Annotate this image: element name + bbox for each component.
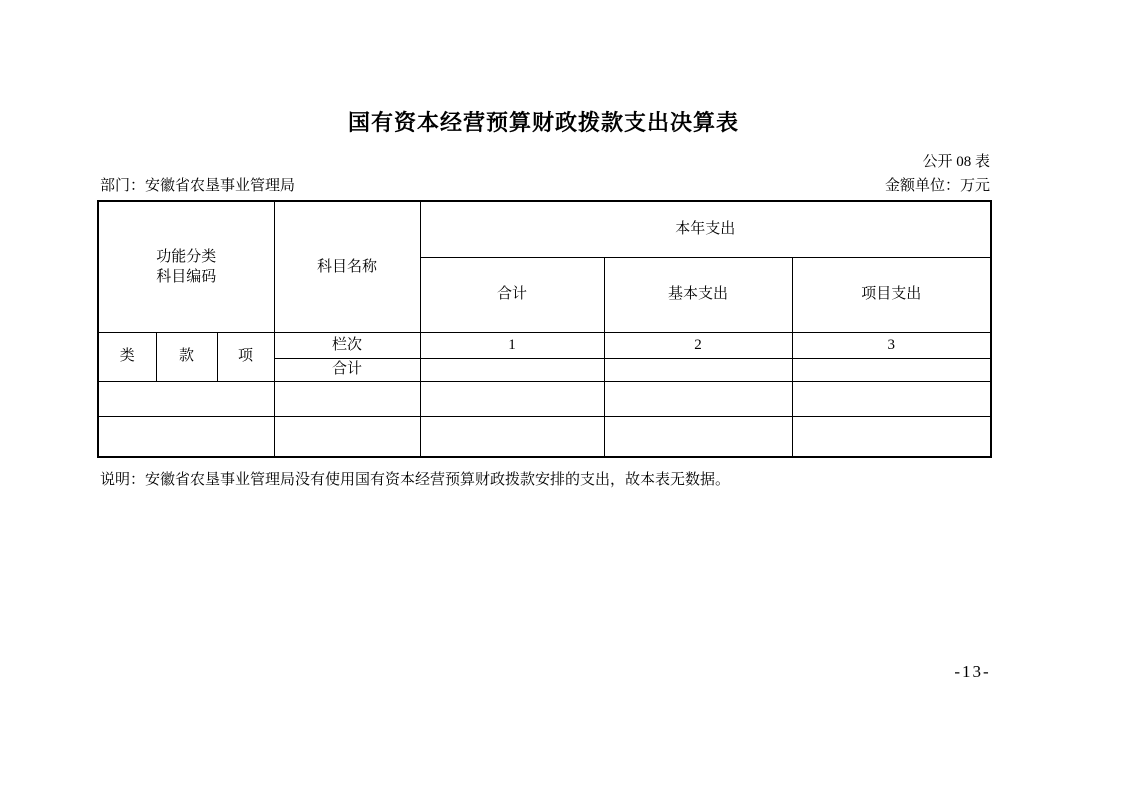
cell-project: 3 — [792, 332, 991, 358]
meta-line — [100, 174, 990, 195]
code-col-lei: 类 — [98, 332, 156, 381]
cell-basic: 2 — [604, 332, 792, 358]
page-number: -13- — [954, 662, 991, 681]
cell-total: 1 — [420, 332, 604, 358]
cell-basic — [604, 358, 792, 381]
header-project: 项目支出 — [792, 257, 991, 332]
row-label: 合计 — [274, 358, 420, 381]
row-label — [274, 416, 420, 457]
explanatory-note: 说明：安徽省农垦事业管理局没有使用国有资本经营预算财政拨款安排的支出，故本表无数据。 — [100, 472, 731, 488]
cell-func-code — [98, 416, 274, 457]
cell-basic — [604, 381, 792, 416]
code-col-kuan: 款 — [156, 332, 217, 381]
code-col-xiang: 项 — [217, 332, 274, 381]
cell-project — [792, 358, 991, 381]
cell-total — [420, 381, 604, 416]
header-basic: 基本支出 — [604, 257, 792, 332]
row-label: 栏次 — [274, 332, 420, 358]
table-row-lanci — [98, 332, 991, 358]
cell-project — [792, 381, 991, 416]
row-label — [274, 381, 420, 416]
cell-total — [420, 358, 604, 381]
header-func-code-line1: 功能分类 — [156, 248, 217, 265]
header-current-year: 本年支出 — [420, 201, 991, 257]
department-label: 部门：安徽省农垦事业管理局 — [100, 178, 296, 194]
budget-table — [97, 200, 992, 458]
cell-func-code — [98, 381, 274, 416]
table-row-empty-2 — [98, 416, 991, 457]
unit-label: 金额单位：万元 — [884, 178, 990, 194]
report-title: 国有资本经营预算财政拨款支出决算表 — [347, 110, 739, 135]
header-func-code-line2: 科目编码 — [156, 268, 217, 285]
form-code: 公开 08 表 — [922, 154, 990, 170]
cell-basic — [604, 416, 792, 457]
table-row-empty-1 — [98, 381, 991, 416]
header-func-code — [98, 201, 274, 332]
header-total: 合计 — [420, 257, 604, 332]
cell-project — [792, 416, 991, 457]
header-subject-name: 科目名称 — [274, 201, 420, 332]
table-header-row-1 — [98, 201, 991, 257]
cell-total — [420, 416, 604, 457]
